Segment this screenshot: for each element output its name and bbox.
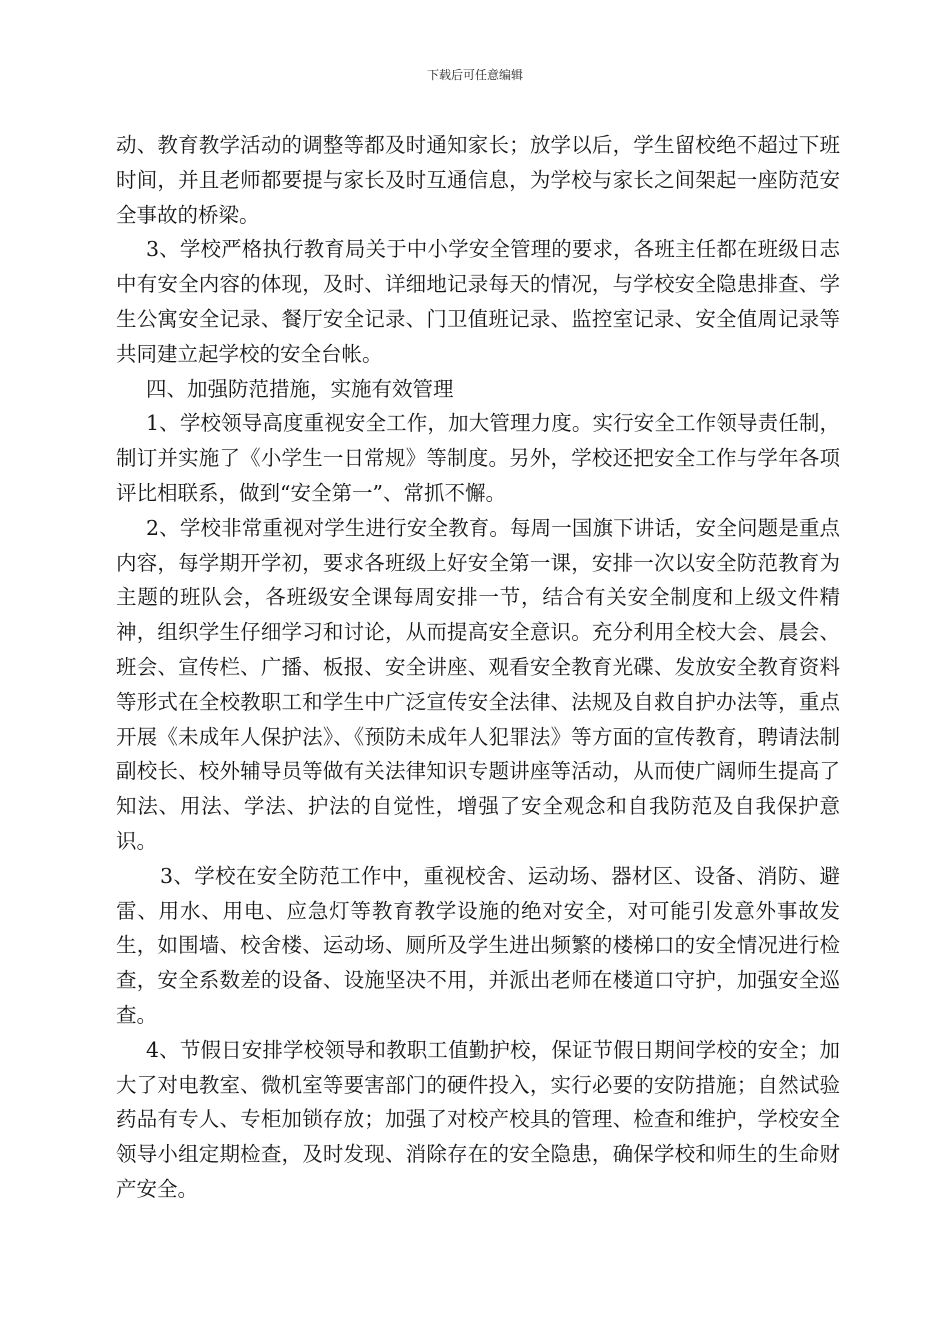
paragraph-item-3-records: 3、学校严格执行教育局关于中小学安全管理的要求，各班主任都在班级日志中有安全内容的体现，及时、详细地记录每天的情况，与学校安全隐患排查、学生公寓安全记录、餐厅安全记录、门卫值班记录、监控室记录、安全值周记录等共同建立起学校的安全台帐。: [116, 237, 840, 366]
paragraph-item-4-holidays: 4、节假日安排学校领导和教职工值勤护校，保证节假日期间学校的安全；加大了对电教室、微机室等要害部门的硬件投入，实行必要的安防措施；自然试验药品有专人、专柜加锁存放；加强了对校产校具的管理、检查和维护，学校安全领导小组定期检查，及时发现、消除存在的安全隐患，确保学校和师生的生命财产安全。: [116, 1037, 840, 1201]
paragraph-continuation: 动、教育教学活动的调整等都及时通知家长；放学以后，学生留校绝不超过下班时间，并且老师都要提与家长及时互通信息，为学校与家长之间架起一座防范安全事故的桥梁。: [116, 133, 840, 227]
paragraph-item-1-leadership: 1、学校领导高度重视安全工作，加大管理力度。实行安全工作领导责任制，制订并实施了《小学生一日常规》等制度。另外，学校还把安全工作与学年各项评比相联系，做到“安全第一”、常抓不懈。: [116, 411, 840, 505]
header-note: 下载后可任意编辑: [426, 68, 523, 82]
document-body: [116, 128, 840, 1207]
section-heading-4: 四、加强防范措施，实施有效管理: [146, 376, 454, 401]
paragraph-item-3-facilities: 3、学校在安全防范工作中，重视校舍、运动场、器材区、设备、消防、避雷、用水、用电、应急灯等教育教学设施的绝对安全，对可能引发意外事故发生，如围墙、校舍楼、运动场、厕所及学生进出频繁的楼梯口的安全情况进行检查，安全系数差的设备、设施坚决不用，并派出老师在楼道口守护，加强安全巡查。: [116, 863, 840, 1027]
paragraph-item-2-education: 2、学校非常重视对学生进行安全教育。每周一国旗下讲话，安全问题是重点内容，每学期开学初，要求各班级上好安全第一课，安排一次以安全防范教育为主题的班队会，各班级安全课每周安排一节，结合有关安全制度和上级文件精神，组织学生仔细学习和讨论，从而提高安全意识。充分利用全校大会、晨会、班会、宣传栏、广播、板报、安全讲座、观看安全教育光碟、发放安全教育资料等形式在全校教职工和学生中广泛宣传安全法律、法规及自救自护办法等，重点开展《未成年人保护法》、《预防未成年人犯罪法》等方面的宣传教育，聘请法制副校长、校外辅导员等做有关法律知识专题讲座等活动，从而使广阔师生提高了知法、用法、学法、护法的自觉性，增强了安全观念和自我防范及自我保护意识。: [116, 515, 840, 853]
